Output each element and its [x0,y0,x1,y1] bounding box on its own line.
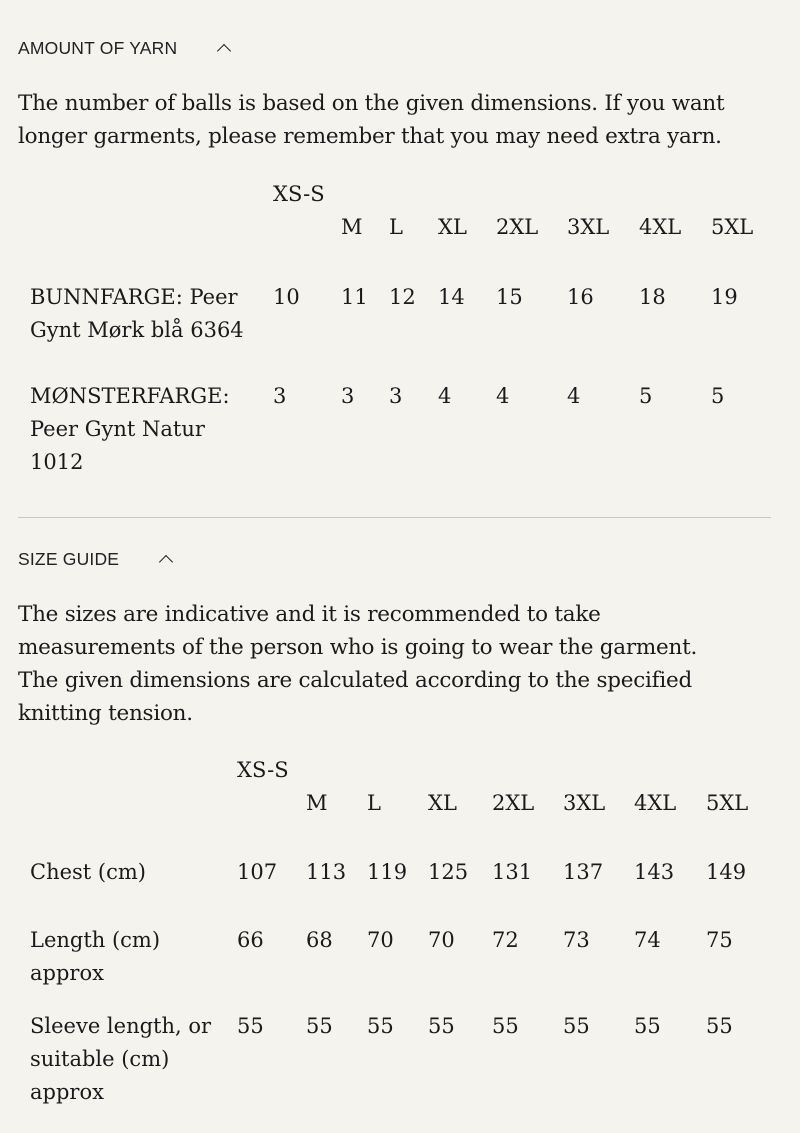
chevron-up-icon [159,555,173,569]
size-guide-value: 55 [706,1014,733,1038]
yarn-value: 4 [496,384,510,408]
size-guide-size-header: XS-S [237,758,289,782]
size-guide-row [30,1010,766,1109]
size-guide-row [30,924,766,1010]
size-guide-value: 73 [563,928,590,952]
size-guide-size-header: 5XL [706,791,749,815]
size-guide-size-header: 2XL [492,791,535,815]
yarn-value: 11 [341,285,368,309]
yarn-intro-text: The number of balls is based on the given dimensions. If you want longer garments, please remember that you may need extra yarn. [18,91,725,149]
yarn-row-label: BUNNFARGE: Peer Gynt Mørk blå 6364 [30,285,244,342]
yarn-size-header: 5XL [711,215,754,239]
size-guide-section-title: SIZE GUIDE [18,548,120,569]
size-guide-value: 113 [306,860,347,884]
size-guide-value: 66 [237,928,264,952]
size-guide-value: 72 [492,928,519,952]
size-guide-value: 149 [706,860,747,884]
size-guide-value: 137 [563,860,604,884]
yarn-value: 15 [496,285,523,309]
yarn-size-header: XS-S [273,182,325,206]
size-guide-row-label: Sleeve length, or suitable (cm) approx [30,1014,212,1104]
yarn-row-label: MØNSTERFARGE: Peer Gynt Natur 1012 [30,384,230,474]
size-guide-row-label: Chest (cm) [30,860,146,884]
size-guide-table [30,754,766,1109]
size-guide-value: 55 [428,1014,455,1038]
yarn-accordion-toggle[interactable] [18,36,771,60]
yarn-value: 4 [567,384,581,408]
size-guide-row [30,838,766,924]
size-guide-section [18,547,771,1104]
yarn-value: 10 [273,285,300,309]
size-guide-size-header: 4XL [634,791,677,815]
size-guide-size-header: 3XL [563,791,606,815]
yarn-value: 18 [639,285,666,309]
size-guide-value: 107 [237,860,278,884]
size-guide-value: 131 [492,860,533,884]
yarn-value: 4 [438,384,452,408]
size-guide-row-label: Length (cm) approx [30,928,161,985]
size-guide-value: 68 [306,928,333,952]
size-guide-size-header: M [306,791,328,815]
yarn-value: 19 [711,285,738,309]
size-guide-size-header: L [367,791,381,815]
yarn-row [30,262,771,380]
yarn-size-header: L [389,215,403,239]
yarn-value: 3 [389,384,403,408]
yarn-value: 14 [438,285,465,309]
yarn-value: 3 [341,384,355,408]
size-guide-intro-text: The sizes are indicative and it is recommended to take measurements of the person who is going to wear the garment. The given dimensions are calculated according to the specified knitting tension. [18,602,698,726]
size-guide-value: 119 [367,860,408,884]
yarn-row [30,380,771,479]
yarn-value: 12 [389,285,416,309]
yarn-value: 5 [639,384,653,408]
chevron-up-icon [217,44,231,58]
size-guide-value: 125 [428,860,469,884]
size-guide-value: 55 [634,1014,661,1038]
yarn-empty-header [30,178,273,262]
size-guide-value: 55 [563,1014,590,1038]
size-guide-value: 75 [706,928,733,952]
size-guide-empty-header [30,754,237,838]
size-guide-value: 55 [237,1014,264,1038]
yarn-table [30,178,771,479]
yarn-value: 3 [273,384,287,408]
size-guide-size-header: XL [428,791,457,815]
section-divider [18,517,771,518]
size-guide-value: 70 [367,928,394,952]
yarn-section [18,36,771,474]
yarn-size-header-row [30,178,771,262]
yarn-value: 5 [711,384,725,408]
size-guide-value: 143 [634,860,675,884]
size-guide-value: 74 [634,928,661,952]
yarn-section-title: AMOUNT OF YARN [18,37,178,58]
size-guide-accordion-toggle[interactable] [18,547,771,571]
size-guide-value: 55 [492,1014,519,1038]
yarn-size-header: M [341,215,363,239]
yarn-size-header: 4XL [639,215,682,239]
size-guide-value: 55 [306,1014,333,1038]
yarn-size-header: 3XL [567,215,610,239]
yarn-size-header: XL [438,215,467,239]
yarn-value: 16 [567,285,594,309]
size-guide-value: 70 [428,928,455,952]
yarn-size-header: 2XL [496,215,539,239]
size-guide-header-row [30,754,766,838]
size-guide-value: 55 [367,1014,394,1038]
